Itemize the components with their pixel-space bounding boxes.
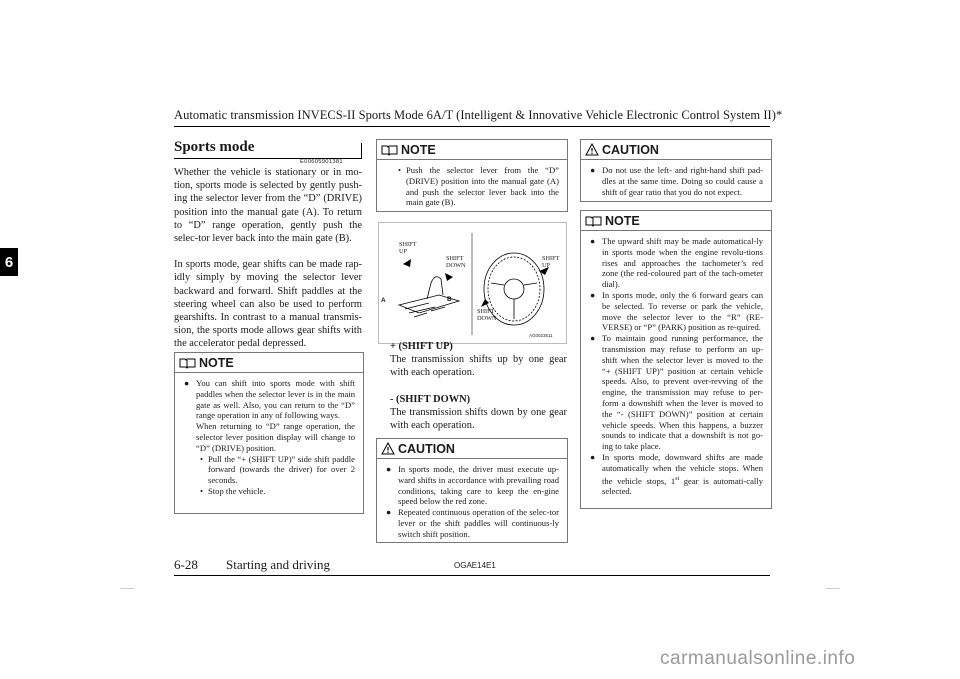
section-body <box>174 166 362 351</box>
note-header <box>377 140 567 160</box>
note-body <box>581 231 771 501</box>
note-text: To maintain good running performance, the transmission may refuse to perform an up-shift when the selector lever is moved to the “+ (SHIFT UP)” position at certain vehicle speeds. Also, to prevent over-revving of the engine, the transmission may refuse to per-form a downshift when the lever is moved to the “- (SHIFT DOWN)” position at certain vehicle speeds. When this happens, a buzzer sounds to indicate that a downshift is not go-ing to take place. <box>602 333 763 452</box>
caution-box-right <box>580 139 772 202</box>
bullet-icon: ● <box>590 289 596 300</box>
watermark: carmanualsonline.info <box>660 648 856 669</box>
bullet-icon: ● <box>590 333 596 344</box>
note-subitem-text: Stop the vehicle. <box>208 485 266 496</box>
footer-code: OGAE14E1 <box>454 561 496 570</box>
paragraph-sports-mode-shift: In sports mode, gear shifts can be made rap-idly simply by moving the selector lever backward and forward. Shift paddles at the steering wheel can also be used to perform gearshifts. In contrast to a manual transmis-sion, the sports mode allows gear shifts with the accelerator pedal depressed. <box>174 259 362 350</box>
note-text: In sports mode, downward shifts are made automatically when the vehicle stops. When the vehicle stops, 1 <box>602 451 763 486</box>
caution-text: In sports mode, the driver must execute up-ward shifts in accordance with prevailing road conditions, taking care to keep the en-gine speed below the red zone. <box>398 464 559 507</box>
caution-item <box>386 464 559 507</box>
bullet-icon: ● <box>184 378 190 388</box>
caution-box-middle <box>376 438 568 543</box>
note-label: NOTE <box>605 213 640 228</box>
note-subitem-text: Pull the “+ (SHIFT UP)” side shift paddle forward (towards the driver) for over 2 seconds. <box>208 453 355 486</box>
shift-down-title: - (SHIFT DOWN) <box>390 393 471 405</box>
label-b: B <box>447 296 452 303</box>
section-title: Sports mode <box>174 139 255 155</box>
note-body <box>175 373 363 501</box>
shift-down-text: The transmission shifts down by one gear with each operation. <box>390 406 567 432</box>
shift-figure <box>378 222 567 344</box>
note-label: NOTE <box>199 355 234 370</box>
note-item <box>590 452 763 497</box>
warning-triangle-icon <box>585 143 599 156</box>
running-header: Automatic transmission INVECS-II Sports Mode 6A/T (Intelligent & Innovative Vehicle Electronic Control System II)* <box>174 108 783 122</box>
header-rule <box>174 126 770 127</box>
warning-triangle-icon <box>381 442 395 455</box>
bullet-icon: ● <box>386 464 392 474</box>
note-icon <box>381 144 398 156</box>
note-icon <box>585 215 602 227</box>
caution-body <box>581 160 771 201</box>
section-title-rule-end <box>361 143 362 159</box>
dot-icon: • <box>398 165 402 175</box>
note-subitem <box>394 165 559 208</box>
note-header <box>175 353 363 373</box>
caution-label: CAUTION <box>398 441 455 456</box>
page-number: 6-28 <box>174 557 198 572</box>
bullet-icon: ● <box>386 507 392 518</box>
paragraph-sports-mode-select: Whether the vehicle is stationary or in mo-tion, sports mode is selected by gently push-ing the selector lever from the “D” (DRIVE) position into the manual gate (A). To return to “D” range operation, gently push the selec-tor lever back into the main gate (B). <box>174 167 362 245</box>
label-shift-down-top: SHIFT DOWN <box>446 255 466 269</box>
footer-rule <box>174 575 770 576</box>
caution-header <box>581 140 771 160</box>
note-text-cont: gear is automati-cally selected. <box>602 475 763 497</box>
note-text: The upward shift may be made automatical-ly in sports mode when the engine revolu-tions rises and approaches the tachometer’s red zone (the red-coloured part of the tach-ometer dial). <box>602 236 763 290</box>
footer-section: Starting and driving <box>226 557 330 572</box>
note-icon <box>179 357 196 369</box>
crop-mark <box>120 588 134 589</box>
note-text: When returning to “D” range operation, the selector lever position display will change to “D” (DRIVE) position. <box>196 421 355 453</box>
label-a: A <box>381 297 386 304</box>
note-box-left <box>174 352 364 514</box>
caution-item <box>590 165 763 197</box>
note-text: In sports mode, only the 6 forward gears can be selected. To reverse or park the vehicle, move the selector lever to the “R” (RE-VERSE) or “P” (PARK) position as re-quired. <box>602 289 763 333</box>
note-label: NOTE <box>401 142 436 157</box>
section-code: E00605901381 <box>300 159 343 165</box>
label-shift-up-right: SHIFT UP <box>542 255 560 269</box>
caution-header <box>377 439 567 459</box>
caution-label: CAUTION <box>602 142 659 157</box>
dot-icon: • <box>200 453 204 464</box>
note-text: You can shift into sports mode with shift paddles when the selector lever is in the main gate as well. Also, you can return to the “D” range operation in any of following ways. <box>196 378 355 421</box>
note-subitem-text: Push the selector lever from the “D” (DRIVE) position into the manual gate (A) and push the selector lever back into the main gate (B). <box>406 165 559 208</box>
note-box-right <box>580 210 772 509</box>
caution-text: Do not use the left- and right-hand shift pad-dles at the same time. Doing so could cause a shift of gear ratio that you do not expect. <box>602 165 763 197</box>
chapter-tab: 6 <box>0 248 18 276</box>
shift-up-text: The transmission shifts up by one gear with each operation. <box>390 354 567 379</box>
figure-code: AG0023511 <box>529 333 553 338</box>
crop-mark <box>826 588 840 589</box>
caution-text: Repeated continuous operation of the selec-tor lever or the shift paddles will continuous-ly switch shift position. <box>398 507 559 539</box>
caution-item <box>386 507 559 539</box>
note-box-middle <box>376 139 568 212</box>
shift-up-title: + (SHIFT UP) <box>390 341 453 352</box>
note-body <box>377 160 567 212</box>
bullet-icon: ● <box>590 451 596 462</box>
note-item <box>590 236 763 290</box>
note-item <box>590 290 763 333</box>
ordinal-suffix: st <box>675 475 680 482</box>
dot-icon: • <box>200 485 204 496</box>
note-item <box>184 378 355 454</box>
note-item <box>590 333 763 452</box>
note-subitem <box>196 486 355 497</box>
note-subitem <box>196 454 355 486</box>
label-shift-up-left: SHIFT UP <box>399 241 417 255</box>
label-shift-down-bottom: SHIFT DOWN <box>477 308 497 322</box>
shift-description <box>390 340 567 432</box>
note-header <box>581 211 771 231</box>
caution-body <box>377 459 567 544</box>
bullet-icon: ● <box>590 236 596 246</box>
bullet-icon: ● <box>590 165 596 175</box>
